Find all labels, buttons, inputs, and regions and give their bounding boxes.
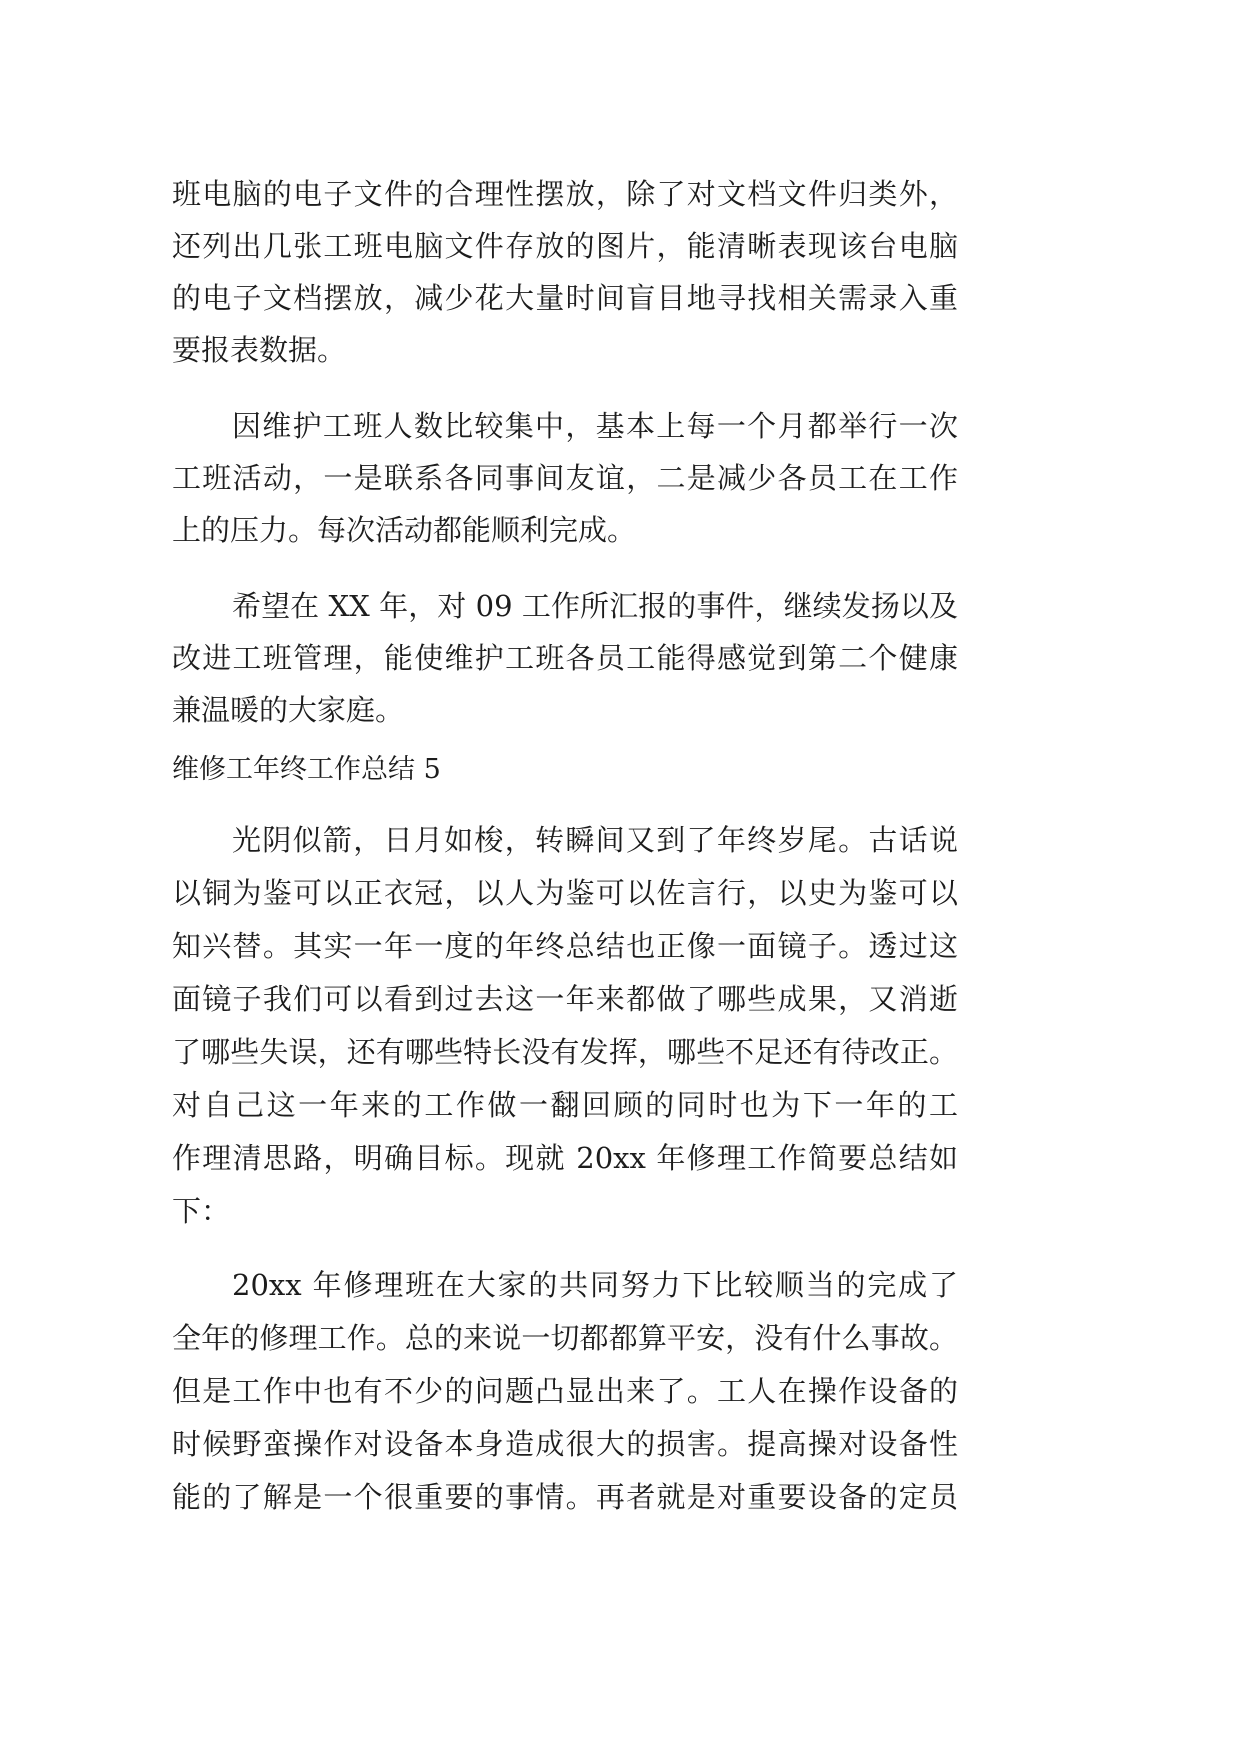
text-line: 的电子文档摆放，减少花大量时间盲目地寻找相关需录入重 — [172, 281, 958, 315]
text-line: 希望在 XX 年，对 09 工作所汇报的事件，继续发扬以及 — [232, 589, 958, 623]
text-line: 兼温暖的大家庭。 — [172, 693, 405, 727]
text-line: 以铜为鉴可以正衣冠，以人为鉴可以佐言行，以史为鉴可以 — [172, 875, 958, 910]
text-line: 改进工班管理，能使维护工班各员工能得感觉到第二个健康 — [172, 641, 958, 675]
text-line: 能的了解是一个很重要的事情。再者就是对重要设备的定员 — [172, 1479, 958, 1514]
text-line: 面镜子我们可以看到过去这一年来都做了哪些成果，又消逝 — [172, 981, 958, 1016]
text-line: 因维护工班人数比较集中，基本上每一个月都举行一次 — [232, 409, 958, 443]
document-body — [172, 168, 958, 1524]
text-line: 了哪些失误，还有哪些特长没有发挥，哪些不足还有待改正。 — [172, 1034, 958, 1069]
text-line: 工班活动，一是联系各同事间友谊，二是减少各员工在工作 — [172, 461, 958, 495]
text-line: 知兴替。其实一年一度的年终总结也正像一面镜子。透过这 — [172, 928, 958, 963]
paragraph — [172, 814, 958, 1238]
paragraph — [172, 168, 958, 376]
text-line: 但是工作中也有不少的问题凸显出来了。工人在操作设备的 — [172, 1373, 958, 1408]
text-line: 还列出几张工班电脑文件存放的图片，能清晰表现该台电脑 — [172, 229, 958, 263]
text-line: 上的压力。每次活动都能顺利完成。 — [172, 513, 637, 547]
text-line: 作理清思路，明确目标。现就 20xx 年修理工作简要总结如 — [172, 1140, 958, 1175]
text-line: 时候野蛮操作对设备本身造成很大的损害。提高操对设备性 — [172, 1426, 958, 1461]
paragraph — [172, 1259, 958, 1524]
text-line: 班电脑的电子文件的合理性摆放，除了对文档文件归类外， — [172, 177, 958, 211]
text-line: 20xx 年修理班在大家的共同努力下比较顺当的完成了 — [232, 1267, 958, 1302]
section-body — [172, 814, 958, 1524]
paragraph — [172, 400, 958, 556]
section-title: 维修工年终工作总结 5 — [172, 754, 441, 785]
text-line: 光阴似箭，日月如梭，转瞬间又到了年终岁尾。古话说 — [232, 822, 958, 857]
text-line: 要报表数据。 — [172, 333, 347, 367]
text-line: 全年的修理工作。总的来说一切都都算平安，没有什么事故。 — [172, 1320, 958, 1355]
paragraph — [172, 580, 958, 736]
continued-text — [172, 168, 958, 736]
text-line: 对自己这一年来的工作做一翻回顾的同时也为下一年的工 — [172, 1087, 958, 1122]
text-line: 下： — [172, 1193, 231, 1228]
